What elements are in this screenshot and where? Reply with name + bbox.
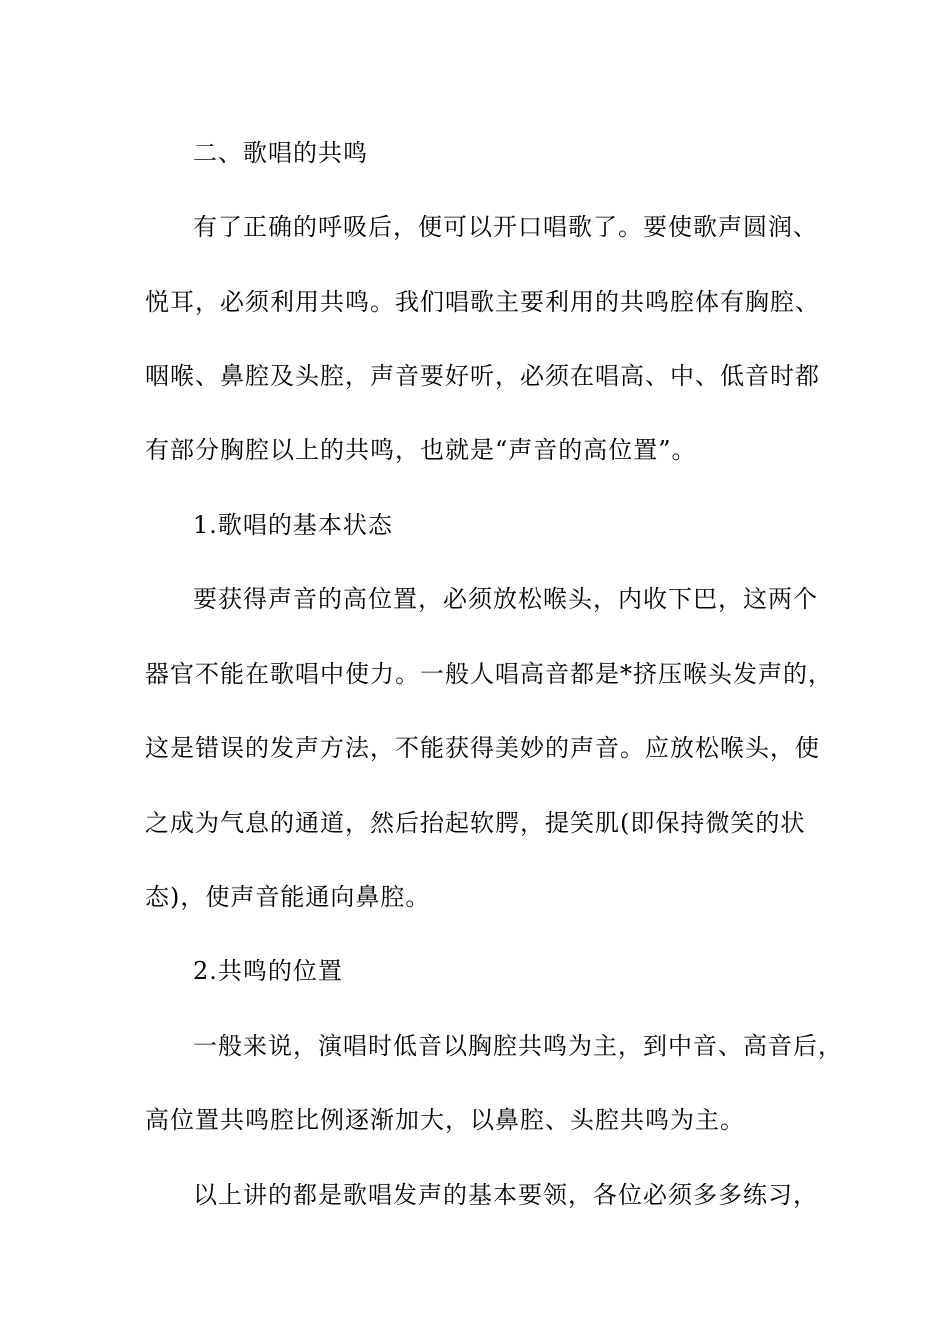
paragraph-line: 态)，使声音能通向鼻腔。 [145,883,431,911]
paragraph-line: 一般来说，演唱时低音以胸腔共鸣为主，到中音、高音后， [193,1032,843,1060]
paragraph-line: 悦耳，必须利用共鸣。我们唱歌主要利用的共鸣腔体有胸腔、 [145,288,820,316]
subsection-heading: 2.共鸣的位置 [193,957,343,985]
paragraph-line: 这是错误的发声方法，不能获得美妙的声音。应放松喉头，使 [145,734,820,762]
paragraph-line: 以上讲的都是歌唱发声的基本要领，各位必须多多练习， [193,1181,818,1209]
section-heading: 二、歌唱的共鸣 [193,139,368,167]
paragraph-line: 咽喉、鼻腔及头腔，声音要好听，必须在唱高、中、低音时都 [145,362,820,390]
paragraph-line: 器官不能在歌唱中使力。一般人唱高音都是*挤压喉头发声的， [145,660,833,688]
paragraph-line: 要获得声音的高位置，必须放松喉头，内收下巴，这两个 [193,585,818,613]
subsection-heading: 1.歌唱的基本状态 [193,511,393,539]
paragraph-line: 高位置共鸣腔比例逐渐加大，以鼻腔、头腔共鸣为主。 [145,1106,745,1134]
paragraph-line: 之成为气息的通道，然后抬起软腭，提笑肌(即保持微笑的状 [145,809,806,837]
paragraph-line: 有了正确的呼吸后，便可以开口唱歌了。要使歌声圆润、 [193,213,818,241]
paragraph-line: 有部分胸腔以上的共鸣，也就是“声音的高位置”。 [145,436,697,464]
